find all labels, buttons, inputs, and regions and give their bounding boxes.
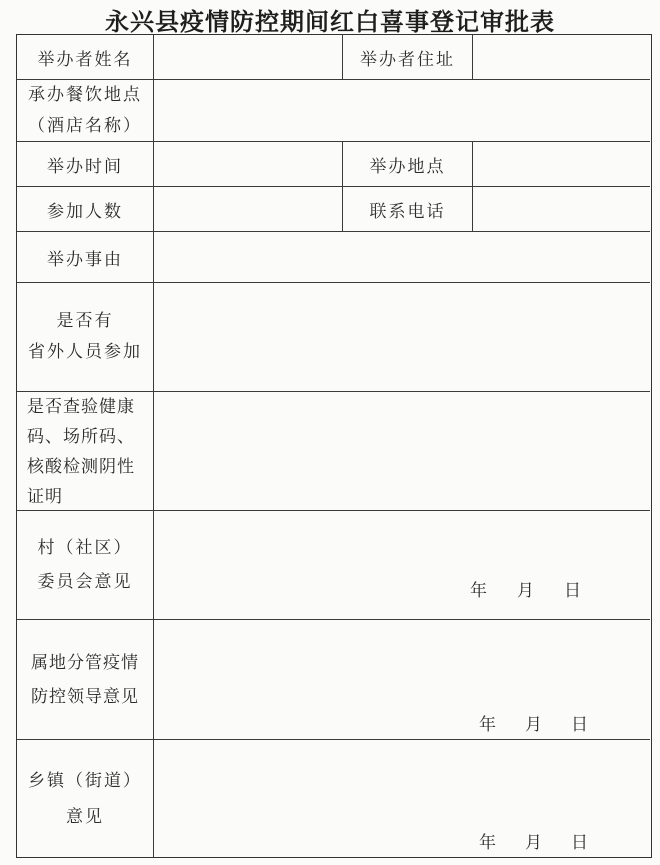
place-input[interactable] <box>473 142 650 186</box>
town-opinion-date <box>479 828 588 853</box>
outside-province-line1: 是否有 <box>56 311 114 331</box>
reason-label: 举办事由 <box>47 249 123 270</box>
village-opinion-line1: 村（社区） <box>37 538 133 558</box>
attendees-input[interactable] <box>154 187 342 231</box>
health-check-line1: 是否查验健康 <box>27 397 135 417</box>
leader-opinion-label <box>17 620 153 739</box>
date-day: 日 <box>571 715 588 735</box>
date-month: 月 <box>517 581 534 601</box>
organizer-address-input[interactable] <box>473 35 650 79</box>
date-day: 日 <box>571 833 588 853</box>
health-check-label <box>17 392 153 510</box>
time-label: 举办时间 <box>47 156 123 177</box>
date-month: 月 <box>525 715 542 735</box>
phone-input[interactable] <box>473 187 650 231</box>
health-check-line4: 证明 <box>27 487 63 507</box>
leader-opinion-date <box>479 710 588 735</box>
date-month: 月 <box>525 833 542 853</box>
venue-label-line2: （酒店名称） <box>28 115 142 136</box>
outside-province-line2: 省外人员参加 <box>28 342 142 362</box>
outside-province-label <box>17 283 153 391</box>
date-year: 年 <box>479 833 496 853</box>
venue-label <box>17 80 153 141</box>
town-opinion-line2: 意见 <box>66 806 104 827</box>
outside-province-input[interactable] <box>154 283 650 391</box>
date-year: 年 <box>470 581 487 601</box>
health-check-line3: 核酸检测阴性 <box>27 457 135 477</box>
leader-opinion-line2: 防控领导意见 <box>31 686 139 707</box>
venue-input[interactable] <box>154 80 650 141</box>
place-label: 举办地点 <box>369 156 446 177</box>
town-opinion-line1: 乡镇（街道） <box>28 770 142 791</box>
date-year: 年 <box>479 715 496 735</box>
village-opinion-line2: 委员会意见 <box>37 572 133 592</box>
organizer-name-input[interactable] <box>154 35 342 79</box>
village-opinion-date <box>470 576 581 601</box>
form-title: 永兴县疫情防控期间红白喜事登记审批表 <box>105 7 555 36</box>
town-opinion-label <box>17 740 153 857</box>
village-opinion-input[interactable] <box>154 511 650 619</box>
time-input[interactable] <box>154 142 342 186</box>
leader-opinion-line1: 属地分管疫情 <box>31 652 139 673</box>
approval-form-table <box>16 34 652 858</box>
venue-label-line1: 承办餐饮地点 <box>28 84 142 105</box>
reason-input[interactable] <box>154 232 650 282</box>
organizer-address-label: 举办者住址 <box>360 49 455 70</box>
health-check-input[interactable] <box>154 392 650 510</box>
phone-label: 联系电话 <box>369 201 446 222</box>
date-day: 日 <box>564 581 581 601</box>
health-check-line2: 码、场所码、 <box>27 427 135 447</box>
organizer-name-label: 举办者姓名 <box>37 49 133 70</box>
village-opinion-label <box>17 511 153 619</box>
attendees-label: 参加人数 <box>47 201 123 222</box>
